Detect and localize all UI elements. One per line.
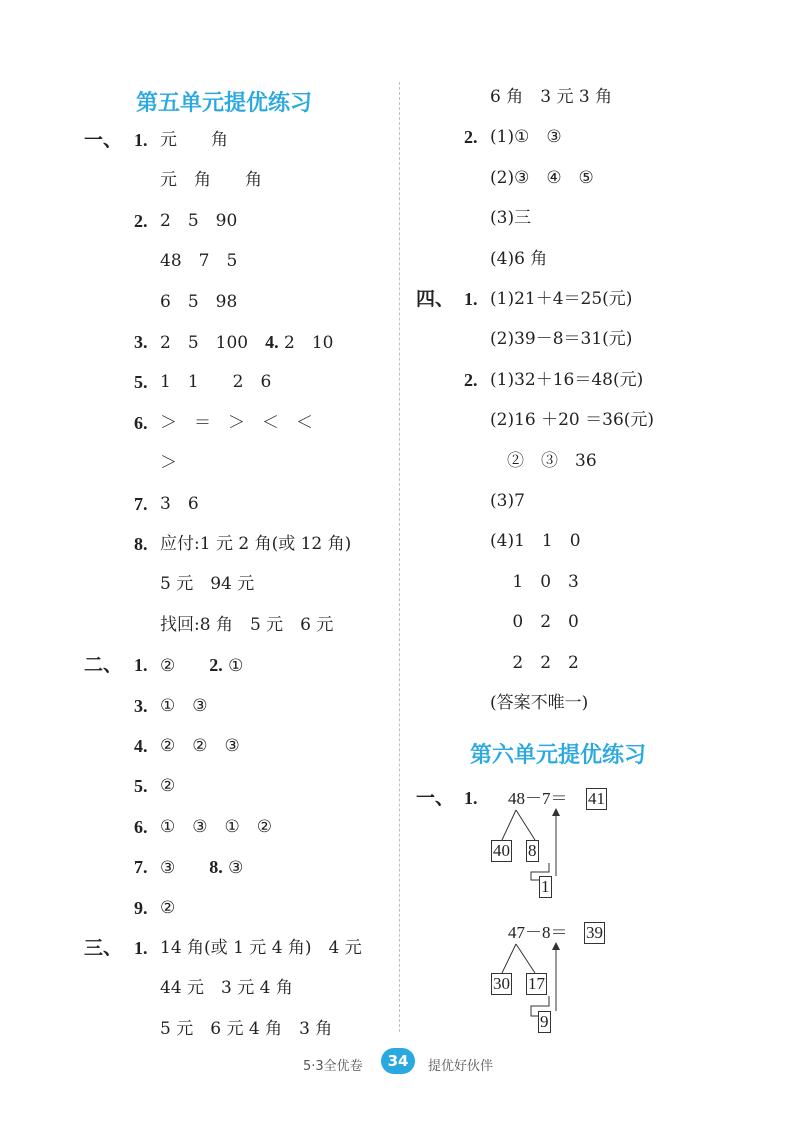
section-label: 三、: [84, 937, 123, 959]
section-label: 一、: [84, 129, 123, 151]
answer-text: (4)1 1 0: [490, 531, 581, 552]
answer-text: 6 5 98: [160, 291, 238, 312]
question-number: 5.: [134, 372, 148, 393]
answer-text: ③: [228, 858, 244, 879]
question-number: 3.: [134, 695, 148, 716]
answer-text: 1 0 3: [490, 571, 579, 592]
question-number: 9.: [134, 897, 148, 918]
answer-text: (1)21＋4＝25(元): [490, 289, 633, 309]
question-number: 3.: [134, 332, 148, 352]
unit6-section-label: 一、: [416, 787, 455, 809]
diagram2-split-left: 30: [493, 974, 510, 993]
unit5-title: 第五单元提优练习: [136, 91, 313, 116]
answer-text: 5 元 6 元 4 角 3 角: [160, 1018, 333, 1039]
question-number: 6.: [134, 816, 148, 837]
answer-text: 2 10: [284, 333, 334, 353]
question-number: 1.: [464, 289, 478, 309]
answer-text: (4)6 角: [490, 248, 548, 269]
answer-text: 元 角: [160, 130, 228, 150]
diagram2-result-box: 39: [586, 923, 603, 942]
diagram2-equation: 47－8＝: [508, 923, 568, 942]
answer-text: ②: [160, 656, 210, 677]
diagram1-bottom-box: 1: [541, 877, 550, 896]
answer-text: 6 角 3 元 3 角: [490, 87, 613, 107]
answer-text: 1 1 2 6: [160, 372, 272, 393]
diagram1-split-right: 8: [528, 841, 537, 860]
question-number: 7.: [134, 493, 148, 514]
answer-text: ＞: [160, 453, 177, 474]
answer-text: ① ③ ① ②: [160, 816, 272, 837]
section-label: 四、: [416, 288, 455, 310]
diagram1-result-box: 41: [588, 789, 605, 808]
question-number: 2.: [209, 655, 223, 676]
section-label: 二、: [84, 654, 123, 677]
page-footer: [0, 1048, 800, 1078]
answer-text: ③: [160, 858, 210, 879]
page-number-badge: 34: [381, 1048, 415, 1074]
answer-text: (1)32＋16＝48(元): [490, 369, 644, 390]
answer-text: (答案不唯一): [490, 693, 589, 713]
unit6-title: 第六单元提优练习: [470, 743, 647, 768]
answer-text: ＞ ＝ ＞ ＜ ＜: [160, 412, 313, 433]
question-number: 1.: [134, 655, 148, 676]
answer-text: 48 7 5: [160, 251, 238, 272]
answer-text: 元 角 角: [160, 170, 262, 191]
unit6-question-number: 1.: [464, 788, 478, 808]
answer-text: 应付:1 元 2 角(或 12 角): [160, 534, 352, 554]
question-number: 1.: [134, 938, 148, 958]
answer-text: (2)16 ＋20 ＝36(元): [490, 410, 655, 431]
question-number: 4.: [134, 736, 148, 756]
answer-text: 44 元 3 元 4 角: [160, 978, 293, 999]
question-number: 1.: [134, 130, 148, 150]
answer-text: 找回:8 角 5 元 6 元: [160, 614, 334, 635]
answer-text: ② ② ③: [160, 736, 240, 756]
footer-slogan: 提优好伙伴: [428, 1059, 494, 1074]
answer-text: ②: [160, 776, 176, 797]
answer-text: (2)③ ④ ⑤: [490, 167, 594, 188]
answer-text: 2 5 90: [160, 210, 238, 231]
answer-text: (3)三: [490, 208, 532, 229]
diagram2-split-right: 17: [528, 974, 545, 993]
diagram1-equation: 48－7＝: [508, 789, 568, 808]
footer-book-name: 5·3全优卷: [303, 1059, 363, 1074]
question-number: 2.: [134, 210, 148, 231]
answer-text: (2)39－8＝31(元): [490, 329, 633, 350]
question-number: 2.: [464, 369, 478, 390]
answer-text: ②: [160, 897, 176, 918]
answer-text: 2 2 2: [490, 652, 579, 673]
question-number: 7.: [134, 857, 148, 878]
answer-text: ② ③ 36: [490, 450, 597, 471]
diagram1-split-left: 40: [493, 841, 510, 860]
diagram2-bottom-box: 9: [540, 1012, 549, 1031]
answer-text: (3)7: [490, 491, 525, 511]
question-number: 8.: [134, 534, 148, 554]
question-number: 8.: [209, 857, 223, 878]
answer-text: 14 角(或 1 元 4 角) 4 元: [160, 938, 362, 958]
answer-text: 2 5 100: [160, 333, 266, 353]
answer-text: 0 2 0: [490, 612, 579, 633]
answer-text: ① ③: [160, 695, 208, 716]
answer-text: ①: [228, 656, 244, 677]
question-number: 4.: [265, 332, 279, 352]
answer-text: 3 6: [160, 493, 199, 514]
question-number: 2.: [464, 127, 478, 148]
question-number: 5.: [134, 776, 148, 797]
answer-text: (1)① ③: [490, 127, 562, 148]
question-number: 6.: [134, 412, 148, 433]
answer-text: 5 元 94 元: [160, 574, 255, 595]
